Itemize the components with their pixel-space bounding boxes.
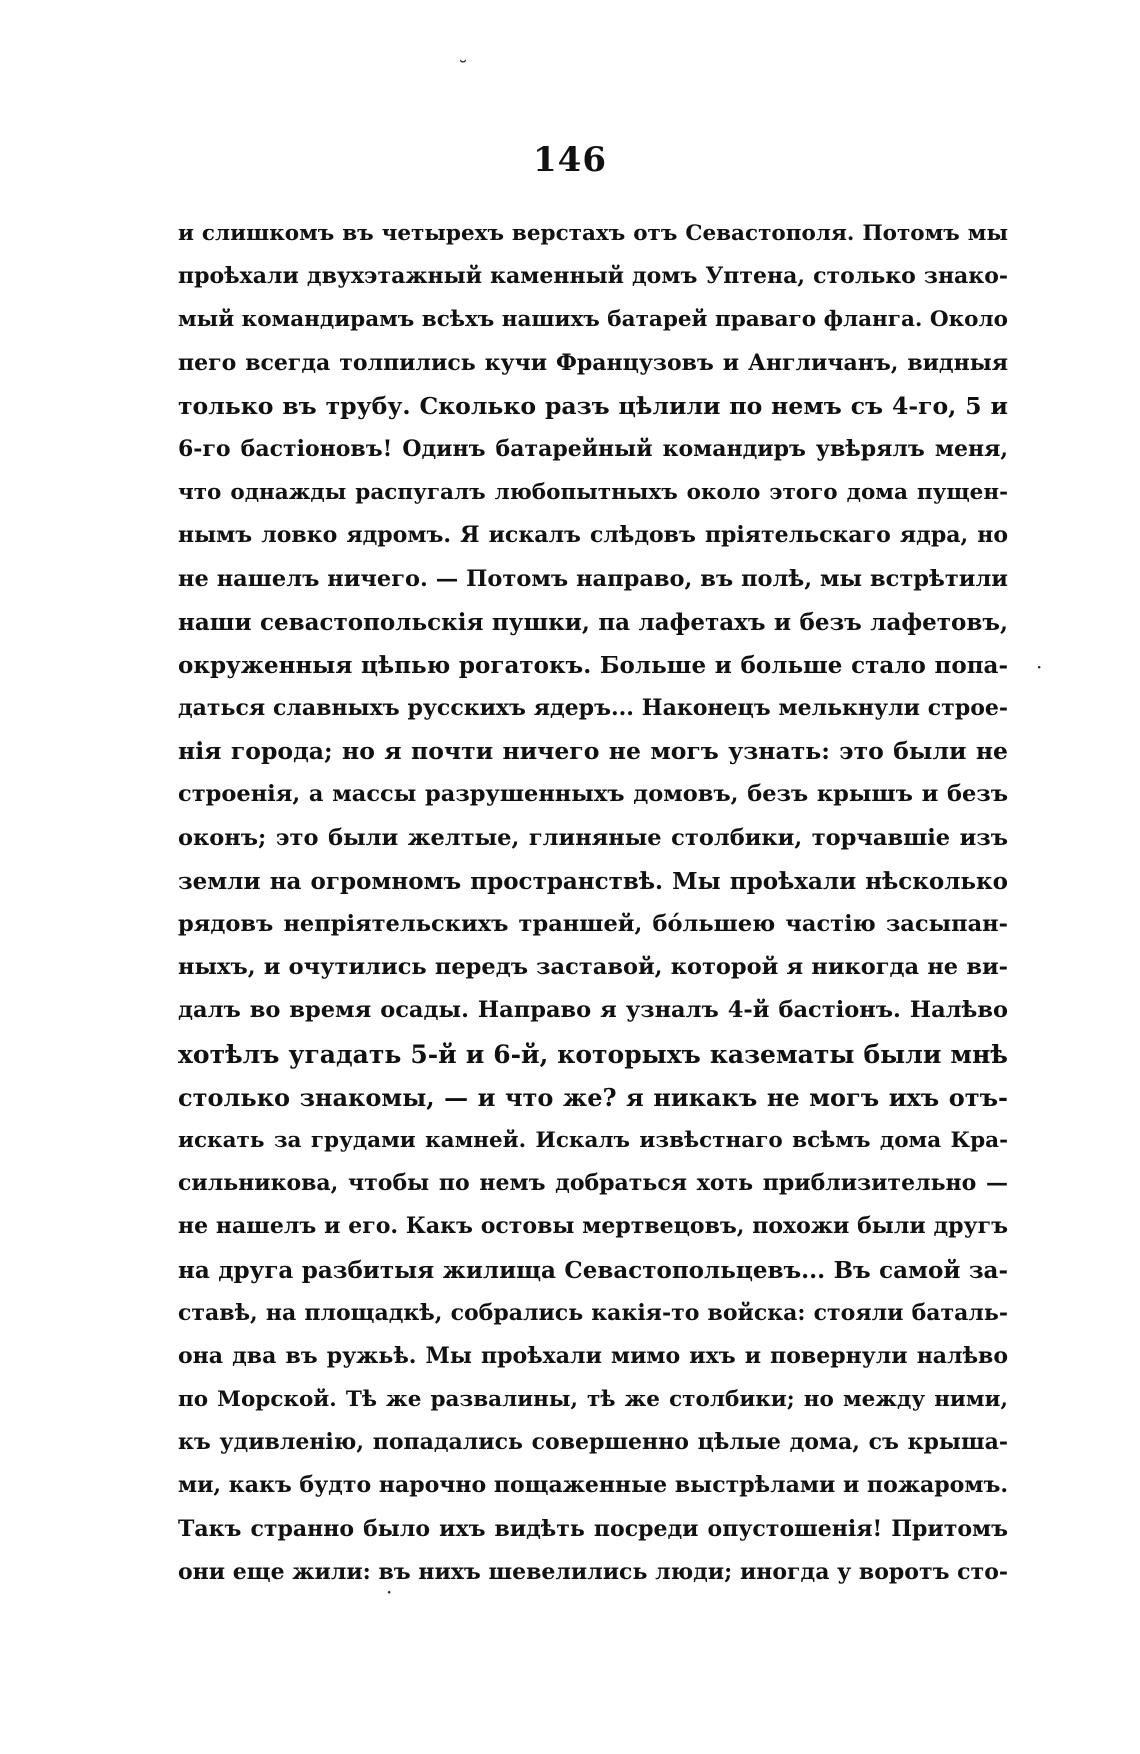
text-line: наши севастопольскія пушки, па лафетахъ и безъ лафетовъ, <box>178 608 1008 636</box>
text-line: далъ во время осады. Направо я узналъ 4-й бастіонъ. Налѣво <box>178 997 1008 1024</box>
text-line: она два въ ружьѣ. Мы проѣхали мимо ихъ и повернули налѣво <box>178 1342 1008 1369</box>
text-line: хотѣлъ угадать 5-й и 6-й, которыхъ казематы были мнѣ <box>178 1039 1008 1069</box>
text-line: по Морской. Тѣ же развалины, тѣ же столбики; но между ними, <box>178 1387 1008 1413</box>
text-line: что однажды распугалъ любопытныхъ около этого дома пущен- <box>178 480 1008 506</box>
text-line: нія города; но я почти ничего не могъ узнать: это были не <box>178 737 1008 766</box>
text-line: столько знакомы, — и что же? я никакъ не могъ ихъ отъ- <box>178 1082 1008 1112</box>
text-line: окруженныя цѣпью рогатокъ. Больше и больше стало попа- <box>178 651 1008 679</box>
text-line: искать за грудами камней. Искалъ извѣстнаго всѣмъ дома Кра- <box>178 1127 1008 1153</box>
body-text <box>178 212 1008 1594</box>
text-line: сильникова, чтобы по немъ добраться хоть приблизительно — <box>178 1170 1008 1197</box>
text-line: Такъ странно было ихъ видѣть посреди опустошенія! Притомъ <box>178 1515 1008 1542</box>
text-line: ставѣ, на площадкѣ, собрались какія-то войска: стояли баталь- <box>178 1299 1008 1326</box>
text-line: мый командирамъ всѣхъ нашихъ батарей праваго фланга. Около <box>178 307 1008 333</box>
text-line: и слишкомъ въ четырехъ верстахъ отъ Севастополя. Потомъ мы <box>178 221 1008 246</box>
text-line: строенія, а массы разрушенныхъ домовъ, безъ крышъ и безъ <box>178 781 1008 808</box>
text-line: ми, какъ будто нарочно пощаженные выстрѣлами и пожаромъ. <box>178 1472 1008 1499</box>
page-number: 146 <box>533 140 607 180</box>
text-line: рядовъ непріятельскихъ траншей, бо́льшею частію засыпан- <box>178 911 1008 937</box>
text-line: къ удивленію, попадались совершенно цѣлые дома, съ крыша- <box>178 1429 1008 1456</box>
text-line: только въ трубу. Сколько разъ цѣлили по немъ съ 4-го, 5 и <box>178 391 1008 420</box>
text-line: ныхъ, и очутились передъ заставой, которой я никогда не ви- <box>178 954 1008 981</box>
text-line: оконъ; это были желтые, глиняные столбики, торчавшіе изъ <box>178 824 1008 851</box>
print-mark: · <box>386 1580 393 1604</box>
text-line: на друга разбитыя жилища Севастопольцевъ... Въ самой за- <box>178 1256 1008 1284</box>
text-line: нымъ ловко ядромъ. Я искалъ слѣдовъ пріятельскаго ядра, но <box>178 522 1008 549</box>
text-line: они еще жили: въ нихъ шевелились люди; иногда у воротъ сто- <box>178 1558 1008 1585</box>
text-line: 6-го бастіоновъ! Одинъ батарейный командиръ увѣрялъ меня, <box>178 435 1008 462</box>
text-line: даться славныхъ русскихъ ядеръ... Наконецъ мелькнули строе- <box>178 695 1008 722</box>
text-line: земли на огромномъ пространствѣ. Мы проѣхали нѣсколько <box>178 867 1008 895</box>
print-mark: · <box>1036 655 1043 679</box>
text-line: не нашелъ и его. Какъ остовы мертвецовъ, похожи были другъ <box>178 1213 1008 1240</box>
text-line: проѣхали двухэтажный каменный домъ Уптена, столько знако- <box>178 263 1008 290</box>
text-line: пего всегда толпились кучи Французовъ и Англичанъ, видныя <box>178 349 1008 376</box>
print-mark: ˘ <box>458 56 468 80</box>
text-line: не нашелъ ничего. — Потомъ направо, въ полѣ, мы встрѣтили <box>178 565 1008 592</box>
